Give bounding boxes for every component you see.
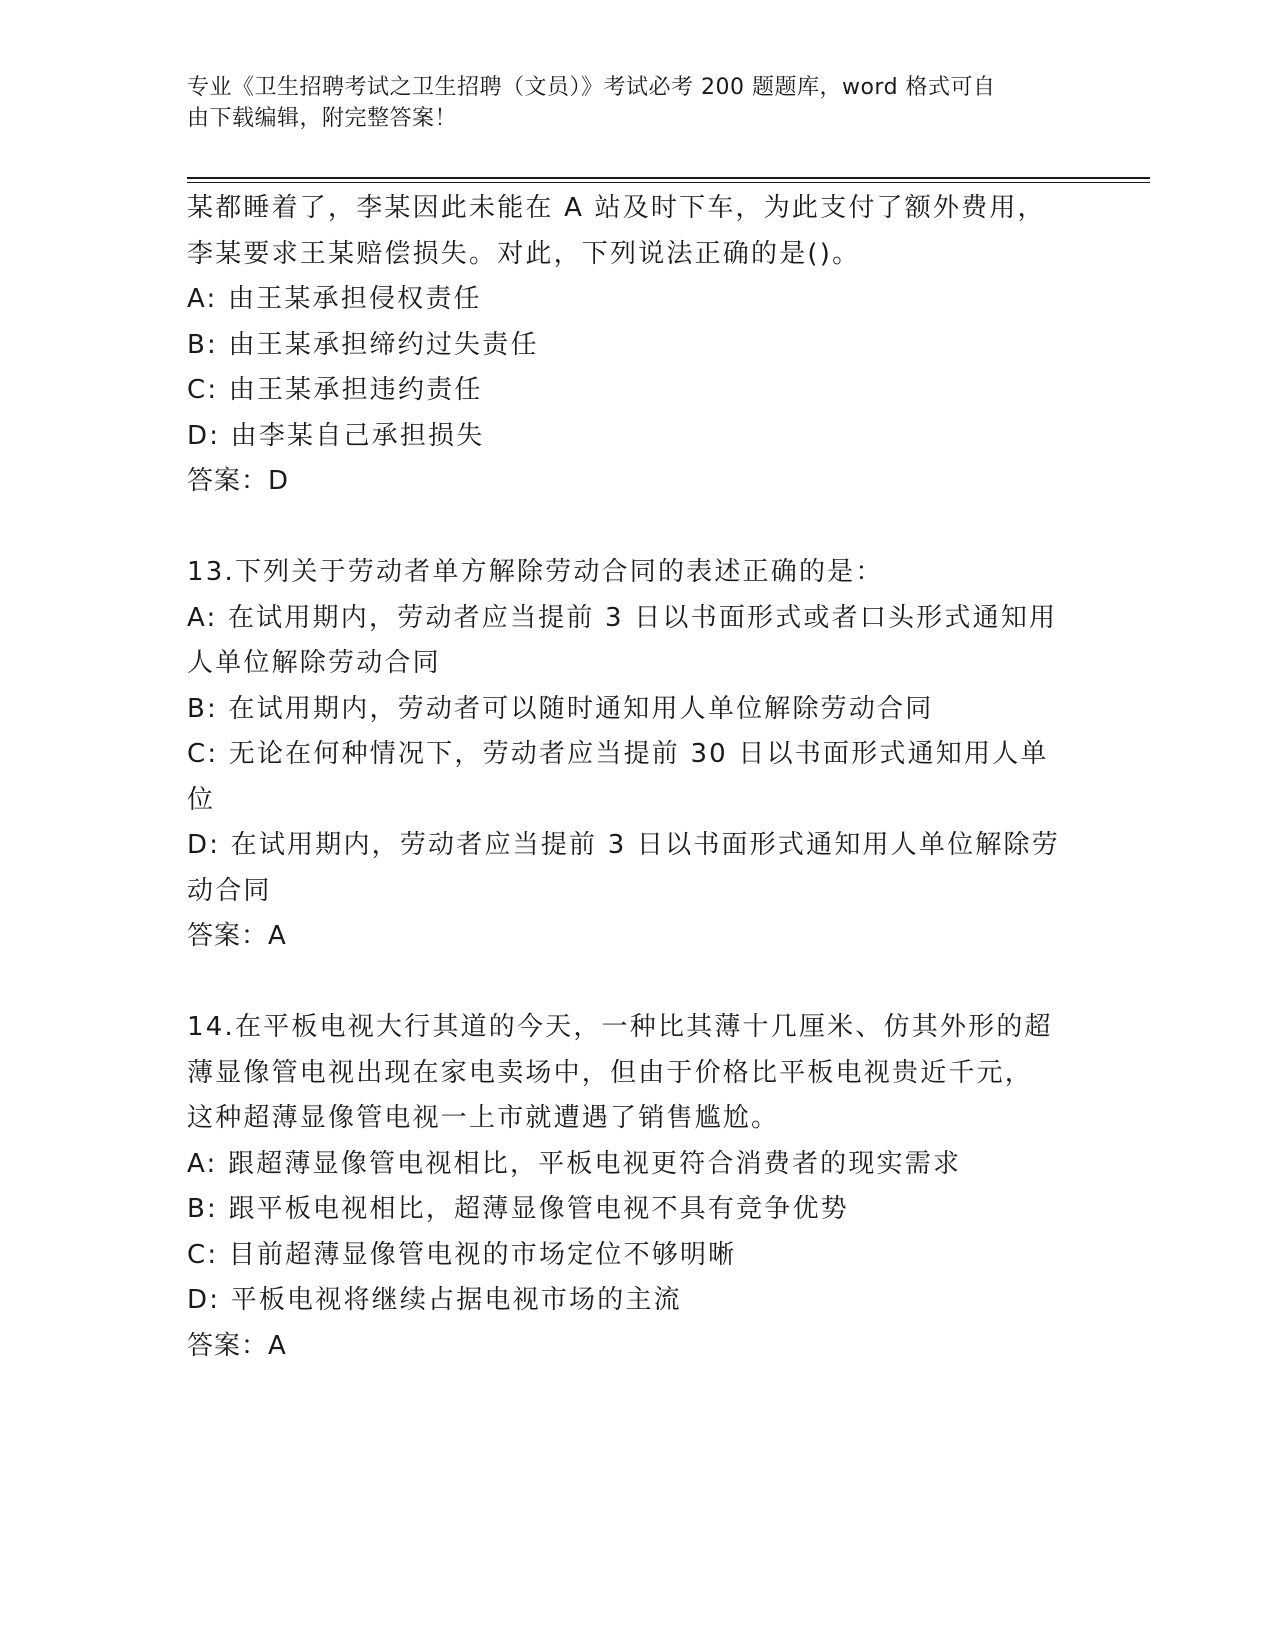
spacer xyxy=(187,960,1087,1006)
header-line-1: 专业《卫生招聘考试之卫生招聘（文员）》考试必考 200 题题库，word 格式可自 xyxy=(187,75,996,100)
header-line-2: 由下载编辑，附完整答案！ xyxy=(187,106,458,131)
option-d: D: 平板电视将继续占据电视市场的主流 xyxy=(187,1285,682,1315)
option-c-continued: 位 xyxy=(187,784,216,815)
option-c: C: 目前超薄显像管电视的市场定位不够明晰 xyxy=(187,1239,737,1270)
option-a: A: 在试用期内，劳动者应当提前 3 日以书面形式或者口头形式通知用 xyxy=(187,602,1058,633)
question-stem-line: 李某要求王某赔偿损失。对此，下列说法正确的是()。 xyxy=(187,238,861,269)
header-divider-thin xyxy=(187,182,1150,183)
question-stem-line: 薄显像管电视出现在家电卖场中，但由于价格比平板电视贵近千元， xyxy=(187,1057,1034,1088)
option-d: D: 在试用期内，劳动者应当提前 3 日以书面形式通知用人单位解除劳 xyxy=(187,830,1060,860)
answer-line: 答案：A xyxy=(187,921,287,951)
answer-line: 答案：A xyxy=(187,1330,287,1361)
question-12 xyxy=(187,186,1087,505)
option-c: C: 无论在何种情况下，劳动者应当提前 30 日以书面形式通知用人单 xyxy=(187,739,1049,769)
question-14 xyxy=(187,1005,1087,1369)
question-stem-line: 13.下列关于劳动者单方解除劳动合同的表述正确的是： xyxy=(187,557,884,587)
header-divider-thick xyxy=(187,177,1150,179)
page-content xyxy=(187,186,1087,1369)
option-b: B: 跟平板电视相比，超薄显像管电视不具有竞争优势 xyxy=(187,1194,849,1224)
option-c: C: 由王某承担违约责任 xyxy=(187,375,483,405)
answer-line: 答案：D xyxy=(187,466,290,496)
option-b: B: 在试用期内，劳动者可以随时通知用人单位解除劳动合同 xyxy=(187,693,934,724)
option-d-continued: 动合同 xyxy=(187,875,272,906)
question-stem-line: 这种超薄显像管电视一上市就遭遇了销售尴尬。 xyxy=(187,1103,780,1133)
option-b: B: 由王某承担缔约过失责任 xyxy=(187,329,539,360)
option-a: A: 由王某承担侵权责任 xyxy=(187,284,482,314)
option-a: A: 跟超薄显像管电视相比，平板电视更符合消费者的现实需求 xyxy=(187,1148,962,1179)
question-13 xyxy=(187,550,1087,960)
option-d: D: 由李某自己承担损失 xyxy=(187,420,485,451)
option-a-continued: 人单位解除劳动合同 xyxy=(187,648,441,678)
page-header xyxy=(187,72,1067,134)
question-stem-line: 某都睡着了，李某因此未能在 A 站及时下车，为此支付了额外费用， xyxy=(187,193,1046,223)
question-stem-line: 14.在平板电视大行其道的今天，一种比其薄十几厘米、仿其外形的超 xyxy=(187,1012,1053,1042)
spacer xyxy=(187,505,1087,551)
